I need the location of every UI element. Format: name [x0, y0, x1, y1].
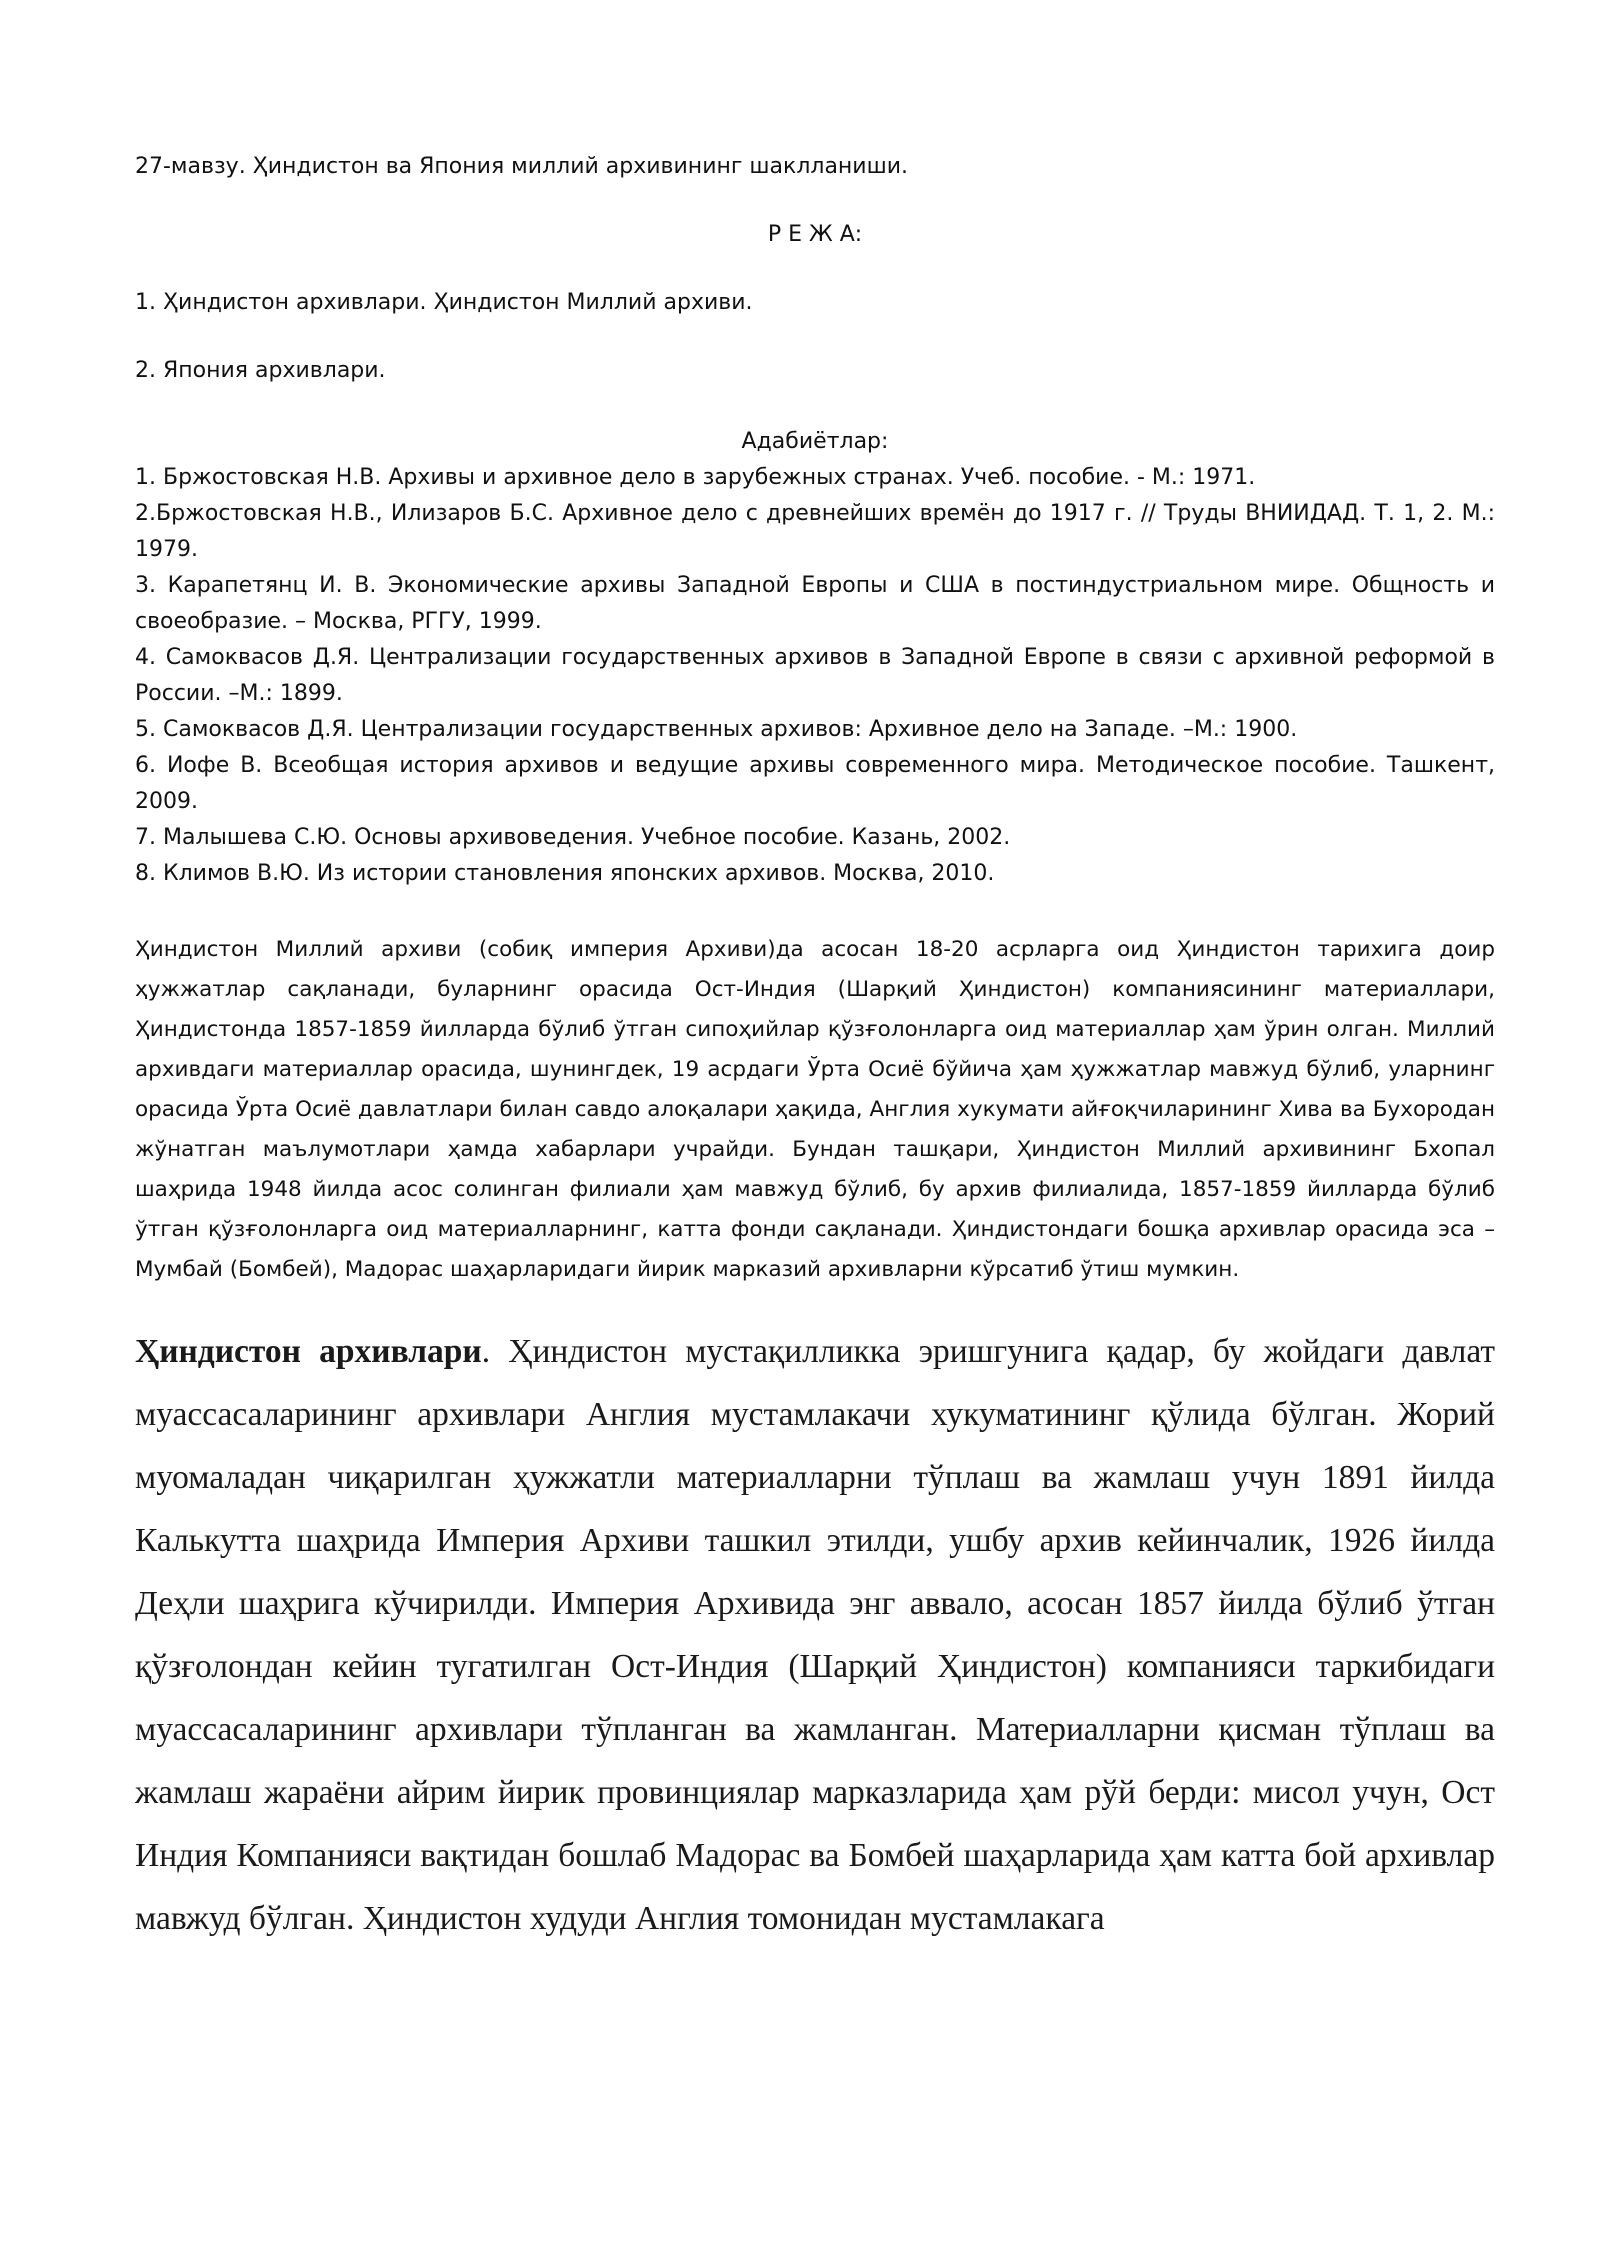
- main-paragraph: [135, 1320, 1495, 1950]
- topic-title: 27-мавзу. Ҳиндистон ва Япония миллий архивининг шаклланиши.: [135, 154, 909, 179]
- literature-item: 6. Иофе В. Всеобщая история архивов и ведущие архивы современного мира. Методическое пособие. Ташкент, 2009.: [135, 753, 1495, 814]
- literature-item: 3. Карапетянц И. В. Экономические архивы Западной Европы и США в постиндустриальном мире. Общность и своеобразие. – Москва, РГГУ, 1999.: [135, 573, 1495, 634]
- literature-item: 7. Малышева С.Ю. Основы архивоведения. Учебное пособие. Казань, 2002.: [135, 825, 1011, 850]
- literature-heading: Адабиётлар:: [741, 429, 889, 454]
- literature-item: 1. Бржостовская Н.В. Архивы и архивное дело в зарубежных странах. Учеб. пособие. - М.: 1971.: [135, 465, 1256, 490]
- literature-list: [135, 460, 1495, 892]
- literature-item: 4. Самоквасов Д.Я. Централизации государственных архивов в Западной Европе в связи с архивной реформой в России. –М.: 1899.: [135, 645, 1495, 706]
- intro-paragraph: Ҳиндистон Миллий архиви (собиқ империя Архиви)да асосан 18-20 асрларга оид Ҳиндистон тарихига доир ҳужжатлар сақланади, буларнинг орасида Ост-Индия (Шарқий Ҳиндистон) компаниясининг материаллари, Ҳиндистонда 1857-1859 йилларда бўлиб ўтган сипоҳийлар қўзғолонларга оид материаллар ҳам ўрин олган. Миллий архивдаги материаллар орасида, шунингдек, 19 асрдаги Ўрта Осиё бўйича ҳам ҳужжатлар мавжуд бўлиб, уларнинг орасида Ўрта Осиё давлатлари билан савдо алоқалари ҳақида, Англия хукумати айғоқчиларининг Хива ва Бухородан жўнатган маълумотлари ҳамда хабарлари учрайди. Бундан ташқари, Ҳиндистон Миллий архивининг Бхопал шаҳрида 1948 йилда асос солинган филиали ҳам мавжуд бўлиб, бу архив филиалида, 1857-1859 йилларда бўлиб ўтган қўзғолонларга оид материалларнинг, катта фонди сақланади. Ҳиндистондаги бошқа архивлар орасида эса – Мумбай (Бомбей), Мадорас шаҳарларидаги йирик марказий архивларни кўрсатиб ўтиш мумкин.: [135, 937, 1495, 1282]
- plan-heading: Р Е Ж А:: [767, 222, 863, 247]
- plan-item-2: 2. Япония архивлари.: [135, 358, 386, 383]
- literature-item: 8. Климов В.Ю. Из истории становления японских архивов. Москва, 2010.: [135, 861, 995, 886]
- literature-item: 5. Самоквасов Д.Я. Централизации государственных архивов: Архивное дело на Западе. –М.: 1900.: [135, 717, 1298, 742]
- document-page: [135, 150, 1495, 1950]
- plan-item-1: 1. Ҳиндистон архивлари. Ҳиндистон Миллий архиви.: [135, 290, 753, 315]
- literature-item: 2.Бржостовская Н.В., Илизаров Б.С. Архивное дело с древнейших времён до 1917 г. // Труды ВНИИДАД. Т. 1, 2. М.: 1979.: [135, 501, 1495, 562]
- section-body: . Ҳиндистон мустақилликка эришгунига қадар, бу жойдаги давлат муассасаларининг архивлари Англия мустамлакачи хукуматининг қўлида бўлган. Жорий муомаладан чиқарилган ҳужжатли материалларни тўплаш ва жамлаш учун 1891 йилда Калькутта шаҳрида Империя Архиви ташкил этилди, ушбу архив кейинчалик, 1926 йилда Деҳли шаҳрига кўчирилди. Империя Архивида энг аввало, асосан 1857 йилда бўлиб ўтган қўзғолондан кейин тугатилган Ост-Индия (Шарқий Ҳиндистон) компанияси таркибидаги муассасаларининг архивлари тўпланган ва жамланган. Материалларни қисман тўплаш ва жамлаш жараёни айрим йирик провинциялар марказларида ҳам рўй берди: мисол учун, Ост Индия Компанияси вақтидан бошлаб Мадорас ва Бомбей шаҳарларида ҳам катта бой архивлар мавжуд бўлган. Ҳиндистон худуди Англия томонидан мустамлакага: [135, 1333, 1495, 1937]
- section-heading: Ҳиндистон архивлари: [135, 1333, 482, 1370]
